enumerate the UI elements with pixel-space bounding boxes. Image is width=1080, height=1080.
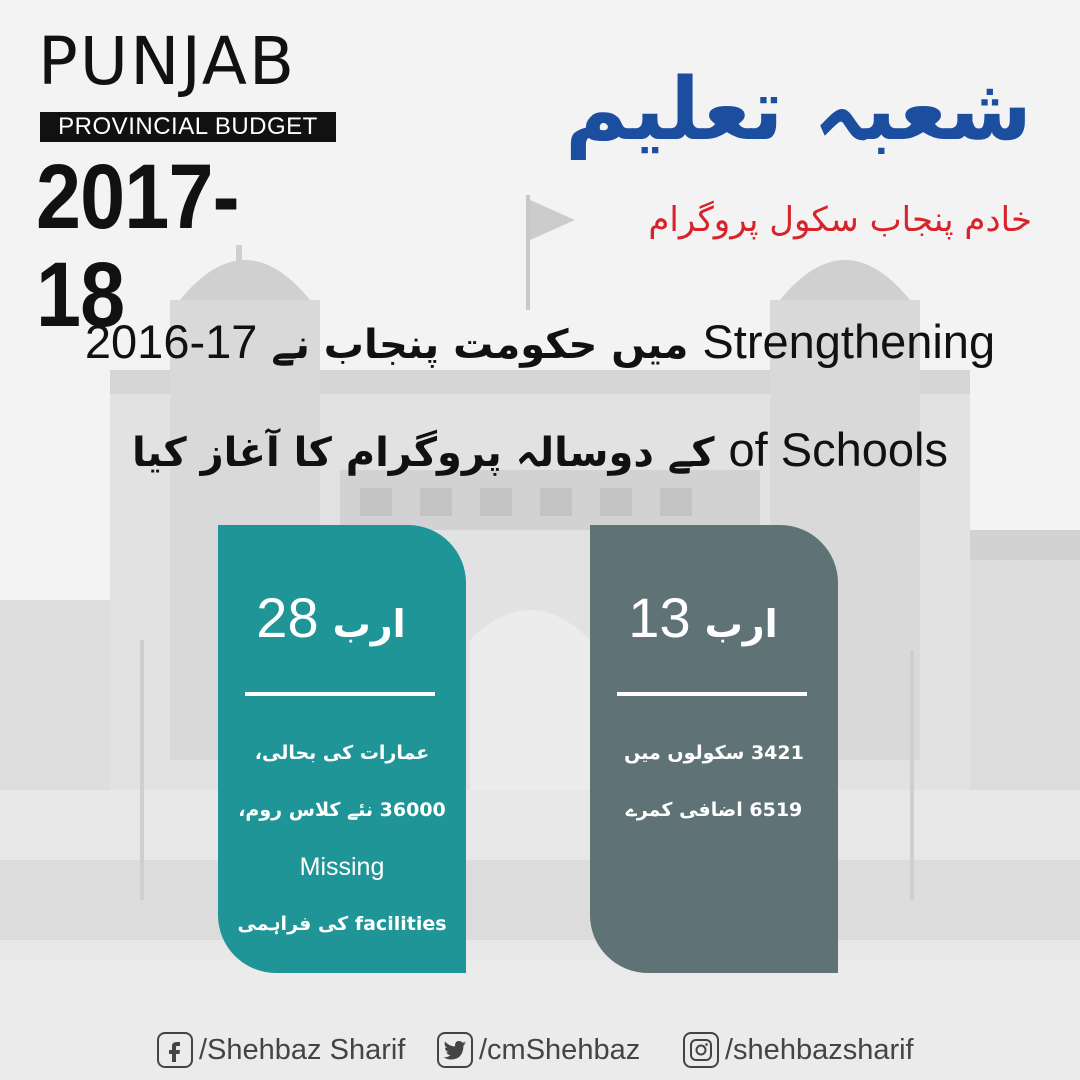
amount-unit: ارب <box>332 602 406 646</box>
amount-value: 28 <box>256 586 319 649</box>
card-line: facilities کی فراہمی <box>237 913 447 935</box>
amount-value: 13 <box>628 586 691 649</box>
headline-line-1 <box>0 300 1080 387</box>
brand-subtitle-bar: PROVINCIAL BUDGET <box>40 112 336 142</box>
headline-year: 2016-17 <box>84 315 258 368</box>
headline-urdu-1: میں حکومت پنجاب نے <box>271 322 689 368</box>
amount-unit: ارب <box>704 602 778 646</box>
budget-card-13 <box>590 525 838 973</box>
headline-english-2: of Schools <box>728 423 948 476</box>
budget-card-28 <box>218 525 466 973</box>
card-line: 3421 سکولوں میں <box>624 742 804 764</box>
facebook-link[interactable] <box>157 1028 405 1072</box>
card-divider <box>617 692 807 696</box>
facebook-handle: /Shehbaz Sharif <box>199 1033 406 1066</box>
instagram-handle: /shehbazsharif <box>725 1033 914 1066</box>
card-line: 6519 اضافی کمرے <box>625 799 803 821</box>
twitter-link[interactable] <box>437 1028 640 1072</box>
card-amount <box>590 573 838 663</box>
urdu-subheading: خادم پنجاب سکول پروگرام <box>648 200 1032 240</box>
brand-title: PUNJAB <box>38 23 297 100</box>
facebook-icon <box>157 1032 193 1068</box>
instagram-icon <box>683 1032 719 1068</box>
headline-english-1: Strengthening <box>702 315 996 368</box>
card-description <box>590 725 838 839</box>
twitter-handle: /cmShehbaz <box>479 1033 641 1066</box>
headline-urdu-2: کے دوسالہ پروگرام کا آغاز کیا <box>132 430 715 476</box>
instagram-link[interactable] <box>683 1028 914 1072</box>
card-line: 36000 نئے کلاس روم، <box>238 799 446 821</box>
headline-line-2 <box>0 408 1080 495</box>
twitter-icon <box>437 1032 473 1068</box>
card-line: عمارات کی بحالی، <box>254 742 430 764</box>
urdu-heading: شعبہ تعلیم <box>564 60 1032 160</box>
card-line: Missing <box>299 853 385 881</box>
budget-year: 2017-18 <box>36 146 239 346</box>
card-description <box>218 725 466 953</box>
card-divider <box>245 692 435 696</box>
card-amount <box>218 573 466 663</box>
